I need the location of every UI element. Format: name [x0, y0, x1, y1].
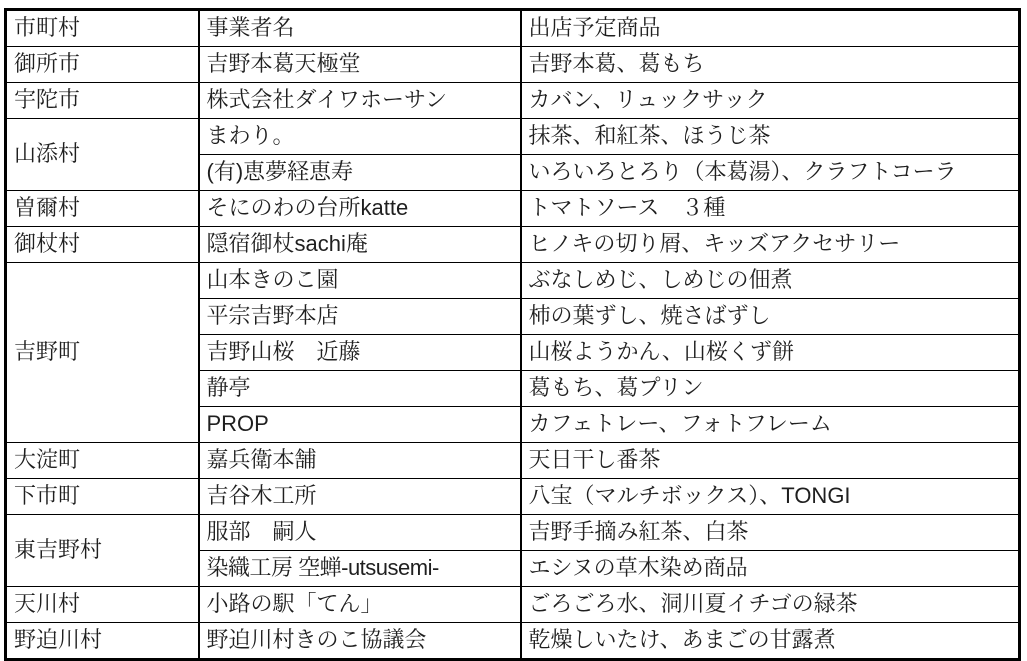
business-cell: 吉谷木工所: [199, 479, 521, 515]
business-cell: 服部 嗣人: [199, 515, 521, 551]
business-cell: PROP: [199, 407, 521, 443]
vendor-table: [4, 8, 1021, 661]
table-row: [6, 191, 1020, 227]
products-cell: ヒノキの切り屑、キッズアクセサリー: [521, 227, 1020, 263]
business-cell: 染織工房 空蝉-utsusemi-: [199, 551, 521, 587]
table-row: [6, 227, 1020, 263]
table-row: [6, 263, 1020, 299]
table-row: [6, 47, 1020, 83]
header-products: 出店予定商品: [521, 10, 1020, 47]
municipality-cell: 大淀町: [6, 443, 199, 479]
products-cell: 吉野本葛、葛もち: [521, 47, 1020, 83]
business-cell: まわり。: [199, 119, 521, 155]
products-cell: 柿の葉ずし、焼さばずし: [521, 299, 1020, 335]
table-row: [6, 479, 1020, 515]
business-cell: 小路の駅「てん」: [199, 587, 521, 623]
table-row: [6, 119, 1020, 155]
table-row: [6, 443, 1020, 479]
business-cell: 嘉兵衛本舗: [199, 443, 521, 479]
products-cell: 山桜ようかん、山桜くず餅: [521, 335, 1020, 371]
products-cell: エシヌの草木染め商品: [521, 551, 1020, 587]
business-cell: 平宗吉野本店: [199, 299, 521, 335]
table-row: [6, 83, 1020, 119]
header-business: 事業者名: [199, 10, 521, 47]
business-cell: 吉野山桜 近藤: [199, 335, 521, 371]
header-row: [6, 10, 1020, 47]
table-row: [6, 515, 1020, 551]
products-cell: 八宝（マルチボックス）、TONGI: [521, 479, 1020, 515]
municipality-cell: 御所市: [6, 47, 199, 83]
business-cell: (有)恵夢経恵寿: [199, 155, 521, 191]
municipality-cell: 下市町: [6, 479, 199, 515]
products-cell: トマトソース ３種: [521, 191, 1020, 227]
municipality-cell: 御杖村: [6, 227, 199, 263]
municipality-cell: 東吉野村: [6, 515, 199, 587]
municipality-cell: 山添村: [6, 119, 199, 191]
business-cell: 株式会社ダイワホーサン: [199, 83, 521, 119]
products-cell: 抹茶、和紅茶、ほうじ茶: [521, 119, 1020, 155]
products-cell: 天日干し番茶: [521, 443, 1020, 479]
products-cell: カフェトレー、フォトフレーム: [521, 407, 1020, 443]
business-cell: 山本きのこ園: [199, 263, 521, 299]
business-cell: 静亭: [199, 371, 521, 407]
products-cell: いろいろとろり（本葛湯）、クラフトコーラ: [521, 155, 1020, 191]
header-municipality: 市町村: [6, 10, 199, 47]
municipality-cell: 天川村: [6, 587, 199, 623]
products-cell: ぶなしめじ、しめじの佃煮: [521, 263, 1020, 299]
products-cell: 葛もち、葛プリン: [521, 371, 1020, 407]
business-cell: 隠宿御杖sachi庵: [199, 227, 521, 263]
products-cell: 乾燥しいたけ、あまごの甘露煮: [521, 623, 1020, 660]
municipality-cell: 曽爾村: [6, 191, 199, 227]
municipality-cell: 野迫川村: [6, 623, 199, 660]
business-cell: 吉野本葛天極堂: [199, 47, 521, 83]
municipality-cell: 吉野町: [6, 263, 199, 443]
products-cell: カバン、リュックサック: [521, 83, 1020, 119]
table-row: [6, 587, 1020, 623]
vendor-table-container: [4, 8, 1021, 661]
business-cell: 野迫川村きのこ協議会: [199, 623, 521, 660]
business-cell: そにのわの台所katte: [199, 191, 521, 227]
products-cell: 吉野手摘み紅茶、白茶: [521, 515, 1020, 551]
municipality-cell: 宇陀市: [6, 83, 199, 119]
table-row: [6, 623, 1020, 660]
products-cell: ごろごろ水、洞川夏イチゴの緑茶: [521, 587, 1020, 623]
